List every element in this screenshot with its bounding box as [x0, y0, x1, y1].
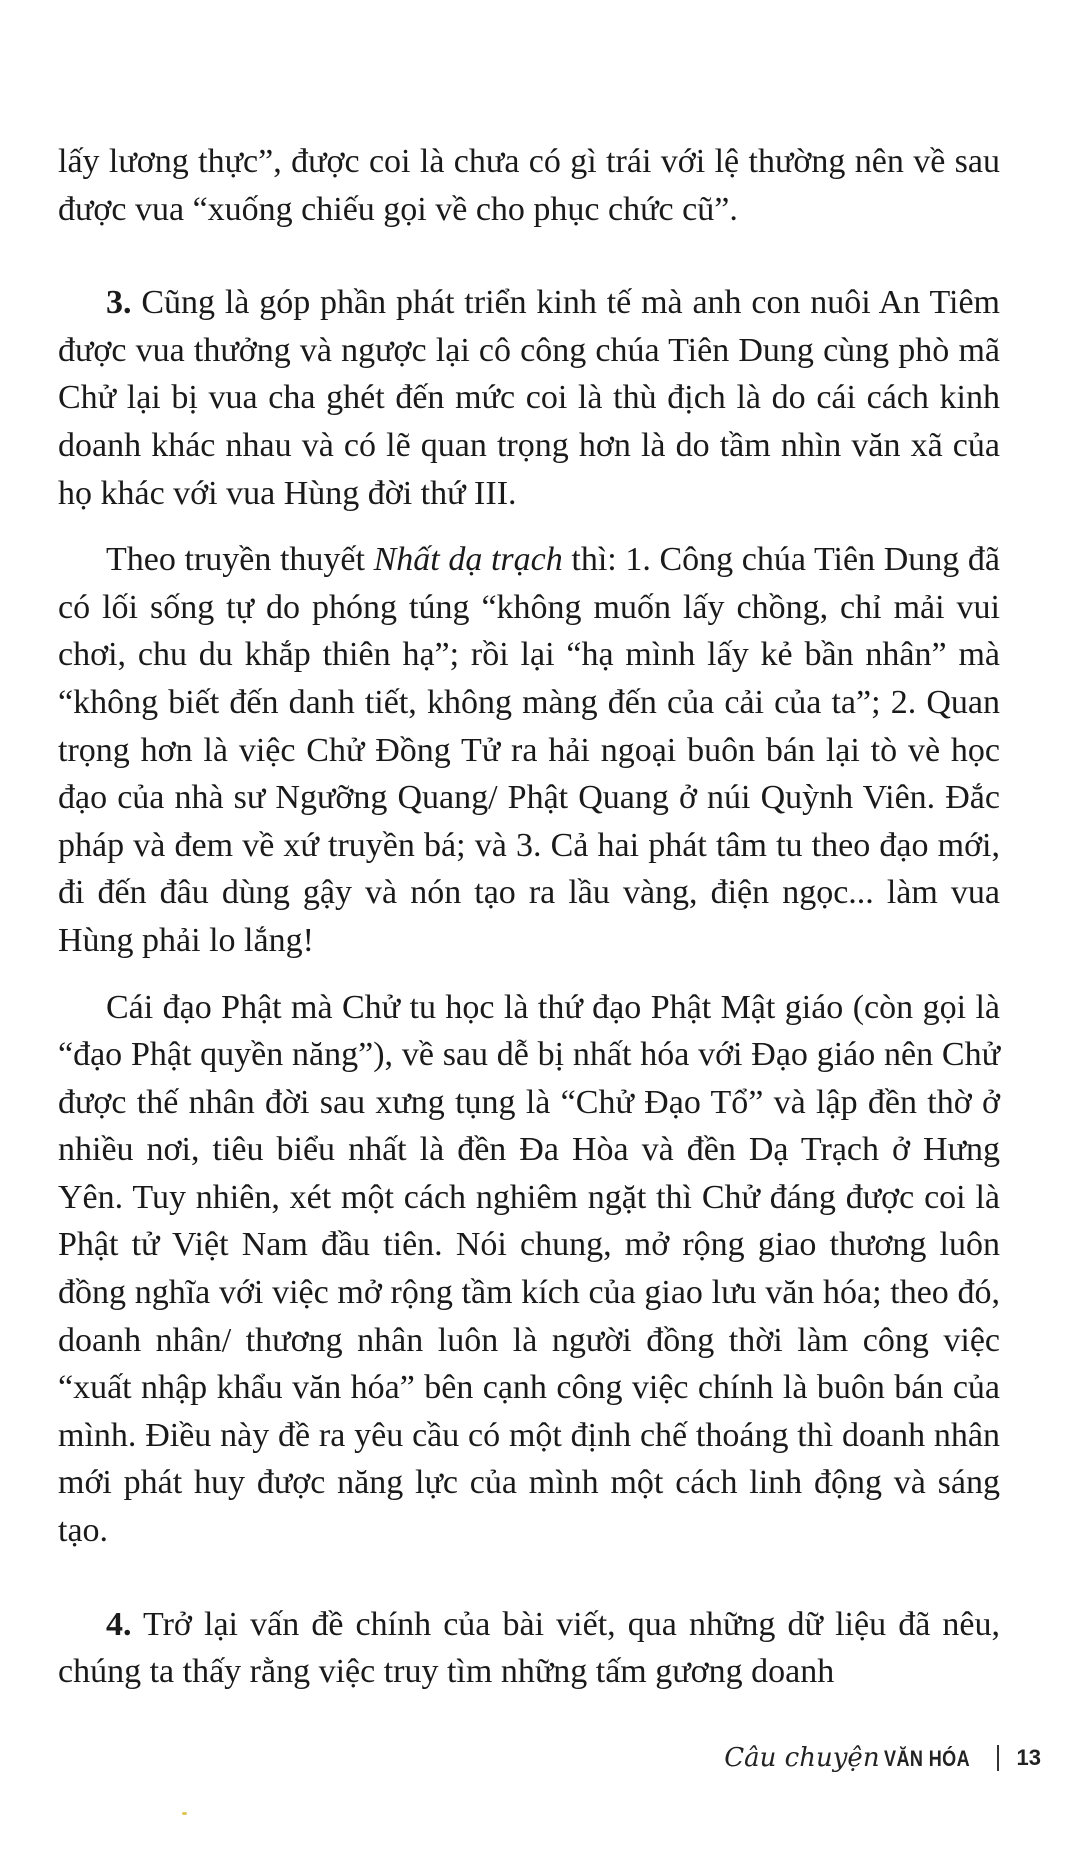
brand-script: Câu chuyện: [724, 1743, 880, 1773]
paragraph-text-before: Theo truyền thuyết: [106, 541, 374, 579]
paragraph-text-after: thì: 1. Công chúa Tiên Dung đã có lối sống tự do phóng túng “không muốn lấy chồng, chỉ mải vui chơi, chu du khắp thiên hạ”; rồi lại “hạ mình lấy kẻ bần nhân” mà “không biết đến danh tiết, không màng đến của cải của ta”; 2. Quan trọng hơn là việc Chử Đồng Tử ra hải ngoại buôn bán lại tò vè học đạo của nhà sư Ngưỡng Quang/ Phật Quang ở núi Quỳnh Viên. Đắc pháp và đem về xứ truyền bá; và 3. Cả hai phát tâm tu theo đạo mới, đi đến đâu dùng gậy và nón tạo ra lầu vàng, điện ngọc... làm vua Hùng phải lo lắng!: [58, 541, 1000, 959]
paragraph-text: Cũng là góp phần phát triển kinh tế mà anh con nuôi An Tiêm được vua thưởng và ngược lại cô công chúa Tiên Dung cùng phò mã Chử lại bị vua cha ghét đến mức coi là thù địch là do cái cách kinh doanh khác nhau và có lẽ quan trọng hơn là do tầm nhìn văn xã của họ khác với vua Hùng đời thứ III.: [58, 284, 1000, 512]
paragraph-legend: [58, 536, 1000, 964]
brand-caps: VĂN HÓA: [883, 1746, 970, 1771]
paragraph-buddhism: [58, 984, 1000, 1555]
paragraph-text: Cái đạo Phật mà Chử tu học là thứ đạo Phật Mật giáo (còn gọi là “đạo Phật quyền năng”), về sau dễ bị nhất hóa với Đạo giáo nên Chử được thế nhân đời sau xưng tụng là “Chử Đạo Tổ” và lập đền thờ ở nhiều nơi, tiêu biểu nhất là đền Đa Hòa và đền Dạ Trạch ở Hưng Yên. Tuy nhiên, xét một cách nghiêm ngặt thì Chử đáng được coi là Phật tử Việt Nam đầu tiên. Nói chung, mở rộng giao thương luôn đồng nghĩa với việc mở rộng tầm kích của giao lưu văn hóa; theo đó, doanh nhân/ thương nhân luôn là người đồng thời làm công việc “xuất nhập khẩu văn hóa” bên cạnh công việc chính là buôn bán của mình. Điều này đề ra yêu cầu có một định chế thoáng thì doanh nhân mới phát huy được năng lực của mình một cách linh động và sáng tạo.: [58, 988, 1000, 1550]
paragraph-section-4: [58, 1601, 1000, 1696]
series-brand: [724, 1743, 978, 1773]
paragraph-text: lấy lương thực”, được coi là chưa có gì trái với lệ thường nên về sau được vua “xuống chiếu gọi về cho phục chức cũ”.: [58, 143, 1000, 228]
page-number: 13: [1016, 1745, 1041, 1770]
page-body: [58, 138, 1000, 1696]
scan-speck: [182, 1812, 187, 1815]
paragraph-text: Trở lại vấn đề chính của bài viết, qua những dữ liệu đã nêu, chúng ta thấy rằng việc truy tìm những tấm gương doanh: [58, 1605, 1000, 1691]
paragraph-continuation: [58, 138, 1000, 233]
section-number: 3.: [106, 284, 132, 322]
paragraph-section-3: [58, 279, 1000, 517]
section-number: 4.: [106, 1605, 132, 1643]
page-footer: [724, 1736, 1041, 1780]
footer-divider: [997, 1745, 999, 1771]
book-title: Nhất dạ trạch: [373, 541, 563, 579]
